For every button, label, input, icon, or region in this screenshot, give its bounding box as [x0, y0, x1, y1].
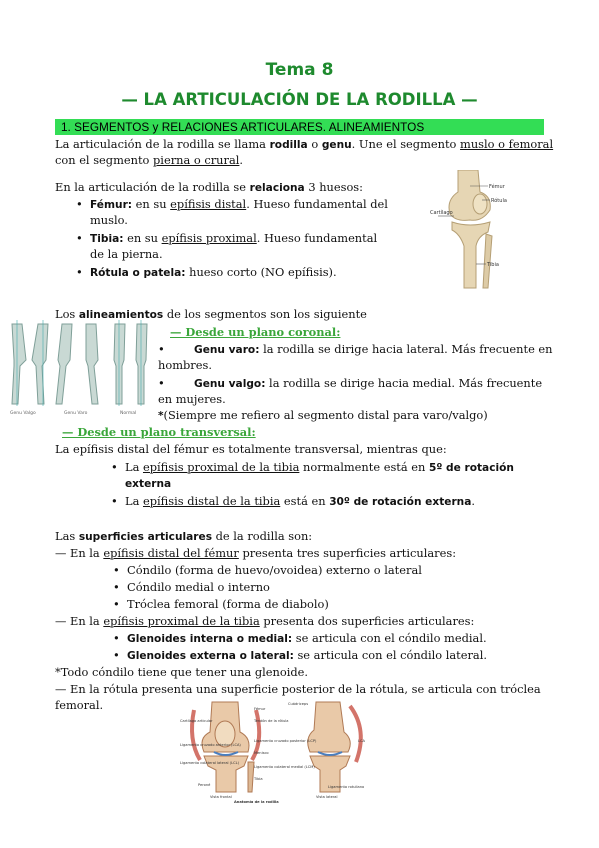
- label-tibia: Tibia: [487, 262, 499, 268]
- anat-label-tendon: Tendón de la rótula: [254, 719, 289, 723]
- bullet-tibia-proximal-cont: externa: [125, 478, 172, 490]
- section-heading: [55, 119, 544, 135]
- anat-vista-lateral: Vista lateral: [316, 795, 338, 799]
- bullet-glenoides-medial: • Glenoides interna o medial: se articula con el cóndilo medial.: [127, 630, 487, 647]
- bullet-tibia: • Tibia: en su epífisis proximal. Hueso fundamental: [90, 230, 377, 247]
- intro-line-2: con el segmento pierna o crural.: [55, 153, 244, 167]
- heading-plano-coronal: — Desde un plano coronal:: [170, 325, 341, 339]
- anat-label-lca: Ligamento cruzado anterior (LCA): [180, 743, 241, 747]
- bullet-glenoides-lateral: • Glenoides externa o lateral: se articula con el cóndilo lateral.: [127, 647, 487, 664]
- label-femur: Fémur: [489, 184, 505, 190]
- anat-label-lig-rotuliano: Ligamento rotuliano: [328, 785, 365, 789]
- bullet-genu-valgo: • Genu valgo: la rodilla se dirige hacia medial. Más frecuente: [172, 375, 542, 392]
- section-heading-text: 1. SEGMENTOS y RELACIONES ARTICULARES. ALINEAMIENTOS: [61, 120, 425, 134]
- label-genu-varo: Genu Varo: [64, 411, 88, 416]
- condilo-note: *Todo cóndilo tiene que tener una glenoide.: [55, 665, 309, 679]
- bullet-femur: • Fémur: en su epífisis distal. Hueso fundamental del: [90, 196, 388, 213]
- bullet-condilo-medial: • Cóndilo medial o interno: [127, 579, 270, 595]
- knee-bones-figure: [430, 170, 525, 290]
- anat-caption: Anatomía de la rodilla: [234, 800, 279, 804]
- anat-label-lcp: Ligamento cruzado posterior (LCP): [254, 739, 317, 743]
- rotula-line-2: femoral.: [55, 698, 104, 712]
- label-rotula: Rótula: [491, 198, 507, 204]
- page-title: Tema 8: [265, 60, 334, 80]
- bones-lead: En la articulación de la rodilla se relaciona 3 huesos:: [55, 180, 363, 194]
- intro-line-1: La articulación de la rodilla se llama rodilla o genu. Une el segmento muslo o femoral: [55, 137, 554, 151]
- page-subtitle: — LA ARTICULACIÓN DE LA RODILLA —: [121, 90, 478, 109]
- anat-label-cartilago: Cartílago articular: [180, 719, 213, 723]
- bullet-genu-varo: • Genu varo: la rodilla se dirige hacia lateral. Más frecuente en: [172, 341, 553, 358]
- bullet-tibia-cont: de la pierna.: [90, 247, 163, 261]
- rotula-line-1: — En la rótula presenta una superficie posterior de la rótula, se articula con tróclea: [55, 682, 541, 696]
- varo-valgo-note: *(Siempre me refiero al segmento distal para varo/valgo): [158, 408, 488, 422]
- heading-plano-transversal: — Desde un plano transversal:: [62, 425, 256, 439]
- anat-label-lcm: Ligamento colateral medial (LCM): [254, 765, 315, 769]
- align-lead: Los alineamientos de los segmentos son los siguiente: [55, 307, 367, 321]
- anat-label-cuadriceps: Cuádriceps: [288, 702, 309, 706]
- surfaces-femur-lead: — En la epífisis distal del fémur presenta tres superficies articulares:: [55, 546, 457, 560]
- bullet-condilo-lateral: • Cóndilo (forma de huevo/ovoidea) externo o lateral: [127, 562, 422, 578]
- bullet-rotula: • Rótula o patela: hueso corto (NO epífisis).: [90, 264, 337, 281]
- anat-vista-frontal: Vista frontal: [210, 795, 232, 799]
- label-normal: Normal: [120, 411, 137, 416]
- anat-label-perone: Peroné: [198, 783, 211, 787]
- anat-label-tibia: Tibia: [254, 777, 263, 781]
- bullet-tibia-distal: • La epífisis distal de la tibia está en 30º de rotación externa.: [125, 493, 475, 510]
- anat-label-femur: Fémur: [254, 707, 266, 711]
- bullet-femur-cont: muslo.: [90, 213, 128, 227]
- knee-anatomy-figure: [178, 700, 378, 804]
- bullet-genu-valgo-cont: en mujeres.: [158, 392, 226, 406]
- anat-label-lcl: Ligamento colateral lateral (LCL): [180, 761, 239, 765]
- surfaces-tibia-lead: — En la epífisis proximal de la tibia presenta dos superficies articulares:: [55, 614, 475, 628]
- label-genu-valgo: Genu Valgo: [10, 411, 36, 416]
- bullet-troclea: • Tróclea femoral (forma de diabolo): [127, 596, 329, 612]
- transversal-lead: La epífisis distal del fémur es totalmente transversal, mientras que:: [55, 442, 447, 456]
- surfaces-lead: Las superficies articulares de la rodilla son:: [55, 529, 313, 543]
- label-cartilago: Cartílago: [430, 210, 453, 216]
- anat-label-lca-lateral: LCA: [358, 739, 365, 743]
- bullet-tibia-proximal: • La epífisis proximal de la tibia normalmente está en 5º de rotación: [125, 459, 514, 476]
- bullet-genu-varo-cont: hombres.: [158, 358, 212, 372]
- legs-alignment-figure: [0, 320, 155, 416]
- anat-label-menisco: Menisco: [254, 751, 269, 755]
